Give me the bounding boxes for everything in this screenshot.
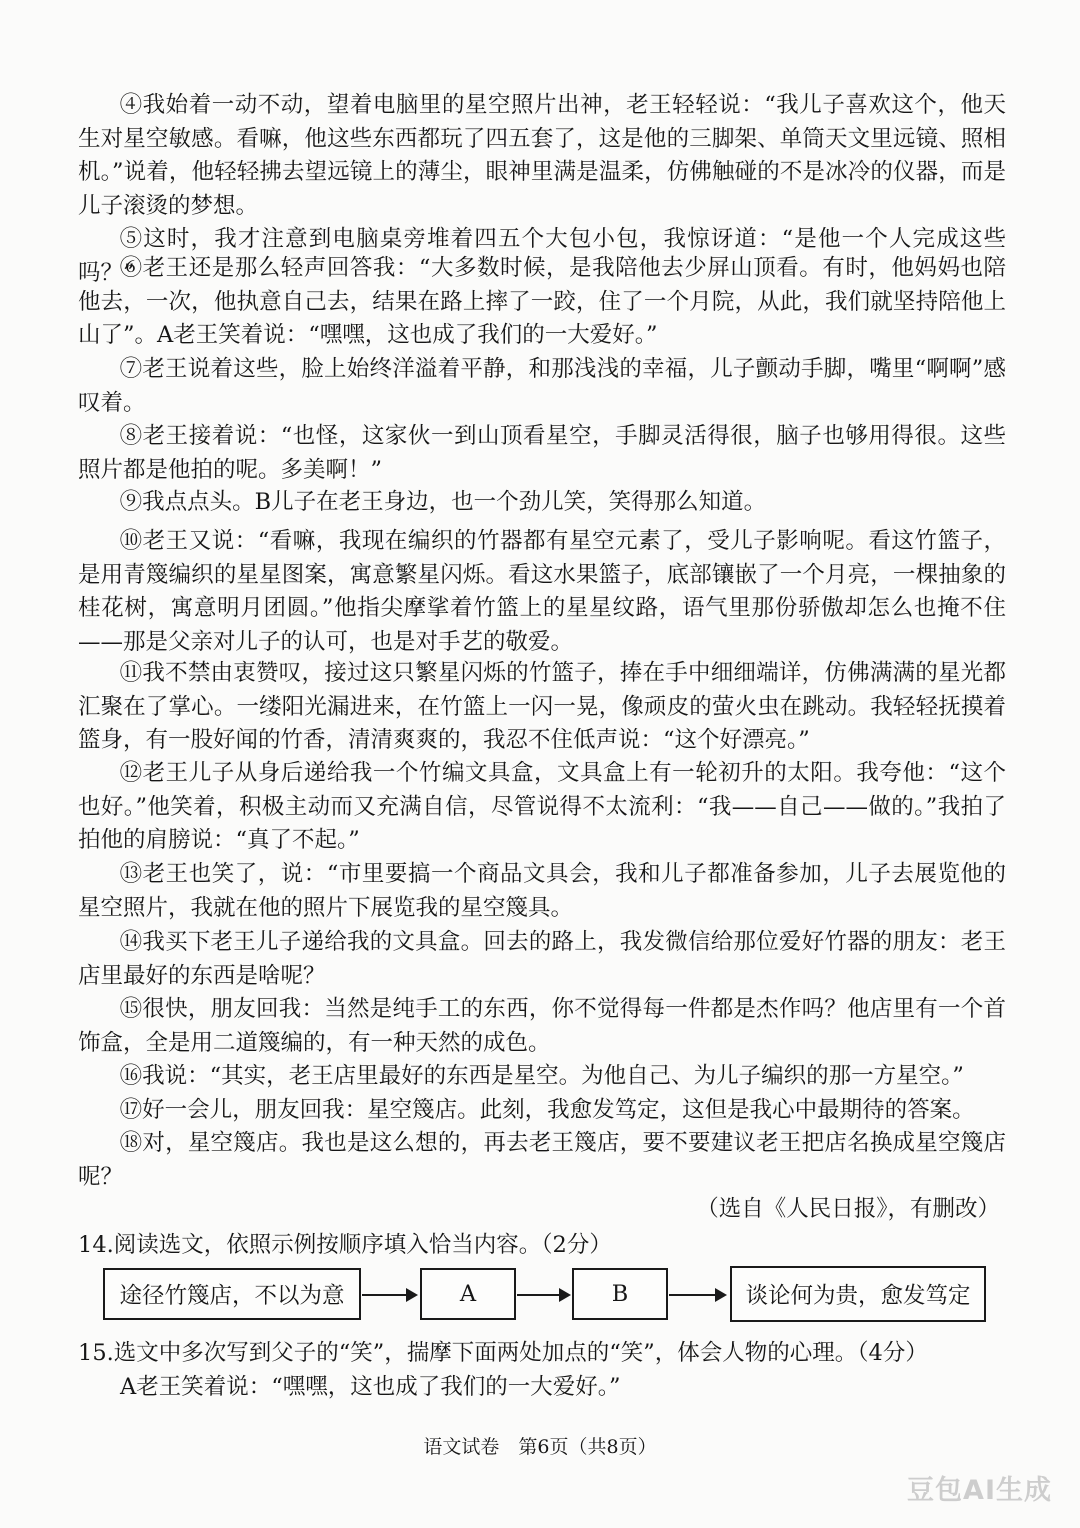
arrow-icon (669, 1294, 725, 1296)
paragraph-9: ⑨我点点头。B儿子在老王身边，也一个劲儿笑，笑得那么知道。 (119, 489, 767, 515)
paragraph-17: ⑰好一会儿，朋友回我：星空篾店。此刻，我愈发笃定，这但是我心中最期待的答案。 (119, 1097, 975, 1123)
flow-box-label: B (611, 1281, 629, 1307)
flow-box-example-start (103, 1268, 361, 1320)
paragraph-15: ⑮很快，朋友回我：当然是纯手工的东西，你不觉得每一件都是杰作吗？他店里有一个首饰盒，全是用二道篾编的，有一种天然的成色。 (78, 996, 1006, 1056)
flow-box-label: 途径竹篾店，不以为意 (119, 1283, 345, 1309)
paragraph-4: ④我始着一动不动，望着电脑里的星空照片出神，老王轻轻说：“我儿子喜欢这个，他天生对星空敏感。看嘛，他这些东西都玩了四五套了，这是他的三脚架、单筒天文里远镜、照相机。”说着，他轻轻拂去望远镜上的薄尘，眼神里满是温柔，仿佛触碰的不是冰冷的仪器，而是儿子滚烫的梦想。 (78, 92, 1006, 219)
paragraph-11: ⑪我不禁由衷赞叹，接过这只繁星闪烁的竹篮子，捧在手中细细端详，仿佛满满的星光都汇聚在了掌心。一缕阳光漏进来，在竹篮上一闪一晃，像顽皮的萤火虫在跳动。我轻轻抚摸着篮身，有一股好闻的竹香，清清爽爽的，我忍不住低声说：“这个好漂亮。” (78, 660, 1006, 753)
flow-box-label: 谈论何为贵，愈发笃定 (745, 1283, 971, 1309)
paragraph-6: ⑥老王还是那么轻声回答我：“大多数时候，是我陪他去少屏山顶看。有时，他妈妈也陪他去，一次，他执意自己去，结果在路上摔了一跤，住了一个月院，从此，我们就坚持陪他上山了”。A老王笑着说：“嘿嘿，这也成了我们的一大爱好。” (78, 255, 1006, 348)
source-citation: （选自《人民日报》，有删改） (696, 1196, 1000, 1222)
paragraph-8: ⑧老王接着说：“也怪，这家伙一到山顶看星空，手脚灵活得很，脑子也够用得很。这些照片都是他拍的呢。多美啊！” (78, 423, 1006, 483)
paragraph-12: ⑫老王儿子从身后递给我一个竹编文具盒，文具盒上有一轮初升的太阳。我夸他：“这个也好。”他笑着，积极主动而又充满自信，尽管说得不太流利：“我——自己——做的。”我拍了拍他的肩膀说：“真了不起。” (78, 760, 1006, 853)
paragraph-5: ⑤这时，我才注意到电脑桌旁堆着四五个大包小包，我惊讶道：“是他一个人完成这些吗？” (78, 226, 1006, 286)
paragraph-18: ⑱对，星空篾店。我也是这么想的，再去老王篾店，要不要建议老王把店名换成星空篾店呢？ (78, 1130, 1006, 1190)
flow-box-label: A (459, 1281, 477, 1307)
question-15-item-a: A老王笑着说：“嘿嘿，这也成了我们的一大爱好。” (120, 1374, 621, 1400)
arrow-icon (517, 1294, 569, 1296)
page-footer: 语文试卷 第6页（共8页） (423, 1436, 657, 1458)
watermark: 豆包AI生成 (907, 1475, 1052, 1506)
paragraph-13: ⑬老王也笑了，说：“市里要搞一个商品文具会，我和儿子都准备参加，儿子去展览他的星空照片，我就在他的照片下展览我的星空篾具。 (78, 861, 1006, 921)
paragraph-16: ⑯我说：“其实，老王店里最好的东西是星空。为他自己、为儿子编织的那一方星空。” (119, 1063, 964, 1089)
flow-box-answer-a[interactable] (420, 1268, 516, 1320)
question-15: 15.选文中多次写到父子的“笑”，揣摩下面两处加点的“笑”，体会人物的心理。（4分） (78, 1340, 928, 1366)
paragraph-14: ⑭我买下老王儿子递给我的文具盒。回去的路上，我发微信给那位爱好竹器的朋友：老王店里最好的东西是啥呢？ (78, 929, 1006, 989)
paragraph-7: ⑦老王说着这些，脸上始终洋溢着平静，和那浅浅的幸福，儿子颤动手脚，嘴里“啊啊”感叹着。 (78, 356, 1006, 416)
flow-box-answer-b[interactable] (572, 1268, 668, 1320)
paragraph-10: ⑩老王又说：“看嘛，我现在编织的竹器都有星空元素了，受儿子影响呢。看这竹篮子，是用青篾编织的星星图案，寓意繁星闪烁。看这水果篮子，底部镶嵌了一个月亮，一棵抽象的桂花树，寓意明月团圆。”他指尖摩挲着竹篮上的星星纹路，语气里那份骄傲却怎么也掩不住——那是父亲对儿子的认可，也是对手艺的敬爱。 (78, 528, 1006, 655)
flow-box-example-end (730, 1266, 986, 1322)
arrow-icon (362, 1294, 416, 1296)
question-14: 14.阅读选文，依照示例按顺序填入恰当内容。（2分） (78, 1232, 612, 1258)
